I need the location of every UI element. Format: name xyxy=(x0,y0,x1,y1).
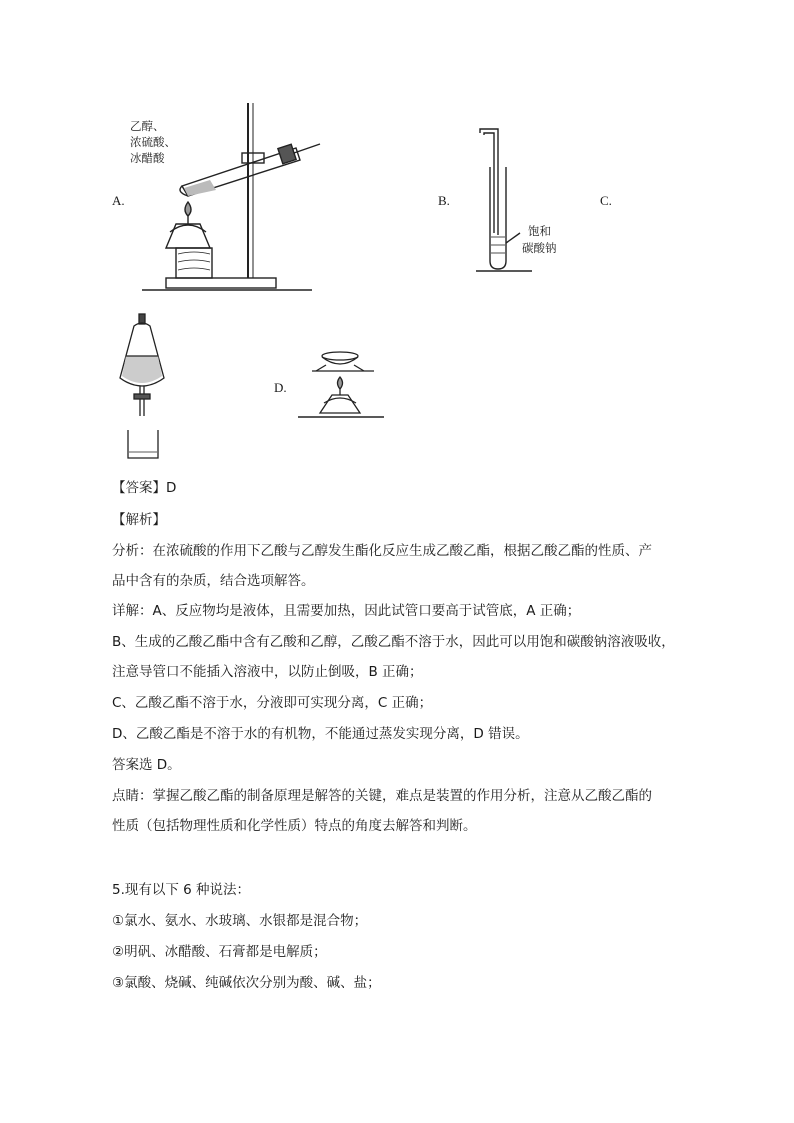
answer-choice-line: 答案选 D。 xyxy=(112,757,181,773)
key-point-line-1: 点睛：掌握乙酸乙酯的制备原理是解答的关键，难点是装置的作用分析，注意从乙酸乙酯的 xyxy=(112,788,652,804)
option-d-label: D. xyxy=(274,380,287,395)
reagent-label-acetic-acid: 冰醋酸 xyxy=(130,151,165,165)
question-item-1: ①氯水、氨水、水玻璃、水银都是混合物； xyxy=(112,913,368,929)
question-item-3: ③氯酸、烧碱、纯碱依次分别为酸、碱、盐； xyxy=(112,975,381,991)
detail-line-b-cont: 注意导管口不能插入溶液中，以防止倒吸，B 正确； xyxy=(112,664,423,680)
reagent-label-ethanol: 乙醇、 xyxy=(130,119,165,133)
detail-line-c: C、乙酸乙酯不溶于水，分液即可实现分离，C 正确； xyxy=(112,695,433,711)
question-stem: 5.现有以下 6 种说法： xyxy=(112,882,251,898)
detail-line-b: B、生成的乙酸乙酯中含有乙酸和乙醇，乙酸乙酯不溶于水，因此可以用饱和碳酸钠溶液吸收， xyxy=(112,634,675,650)
solution-label-sodium-carbonate: 碳酸钠 xyxy=(522,241,557,255)
analysis-line-2: 品中含有的杂质，结合选项解答。 xyxy=(112,573,315,589)
key-point-line-2: 性质（包括物理性质和化学性质）特点的角度去解答和判断。 xyxy=(112,818,477,834)
separatory-funnel-diagram xyxy=(112,312,172,462)
question-item-2: ②明矾、冰醋酸、石膏都是电解质； xyxy=(112,944,327,960)
analysis-heading: 【解析】 xyxy=(112,512,166,528)
answer-line: 【答案】D xyxy=(112,480,177,496)
detail-line-a: 详解：A、反应物均是液体，且需要加热，因此试管口要高于试管底，A 正确； xyxy=(112,603,581,619)
solution-label-saturated: 饱和 xyxy=(528,224,551,238)
option-c-label: C. xyxy=(600,193,612,208)
reagent-label-sulfuric-acid: 浓硫酸、 xyxy=(130,135,176,149)
detail-line-d: D、乙酸乙酯是不溶于水的有机物，不能通过蒸发实现分离，D 错误。 xyxy=(112,726,529,742)
apparatus-b-diagram xyxy=(472,125,582,275)
evaporation-diagram xyxy=(298,345,398,425)
analysis-line-1: 分析：在浓硫酸的作用下乙酸与乙醇发生酯化反应生成乙酸乙酯，根据乙酸乙酯的性质、产 xyxy=(112,543,652,559)
apparatus-a-diagram xyxy=(130,98,350,298)
option-b-label: B. xyxy=(438,193,450,208)
option-a-label: A. xyxy=(112,193,125,208)
